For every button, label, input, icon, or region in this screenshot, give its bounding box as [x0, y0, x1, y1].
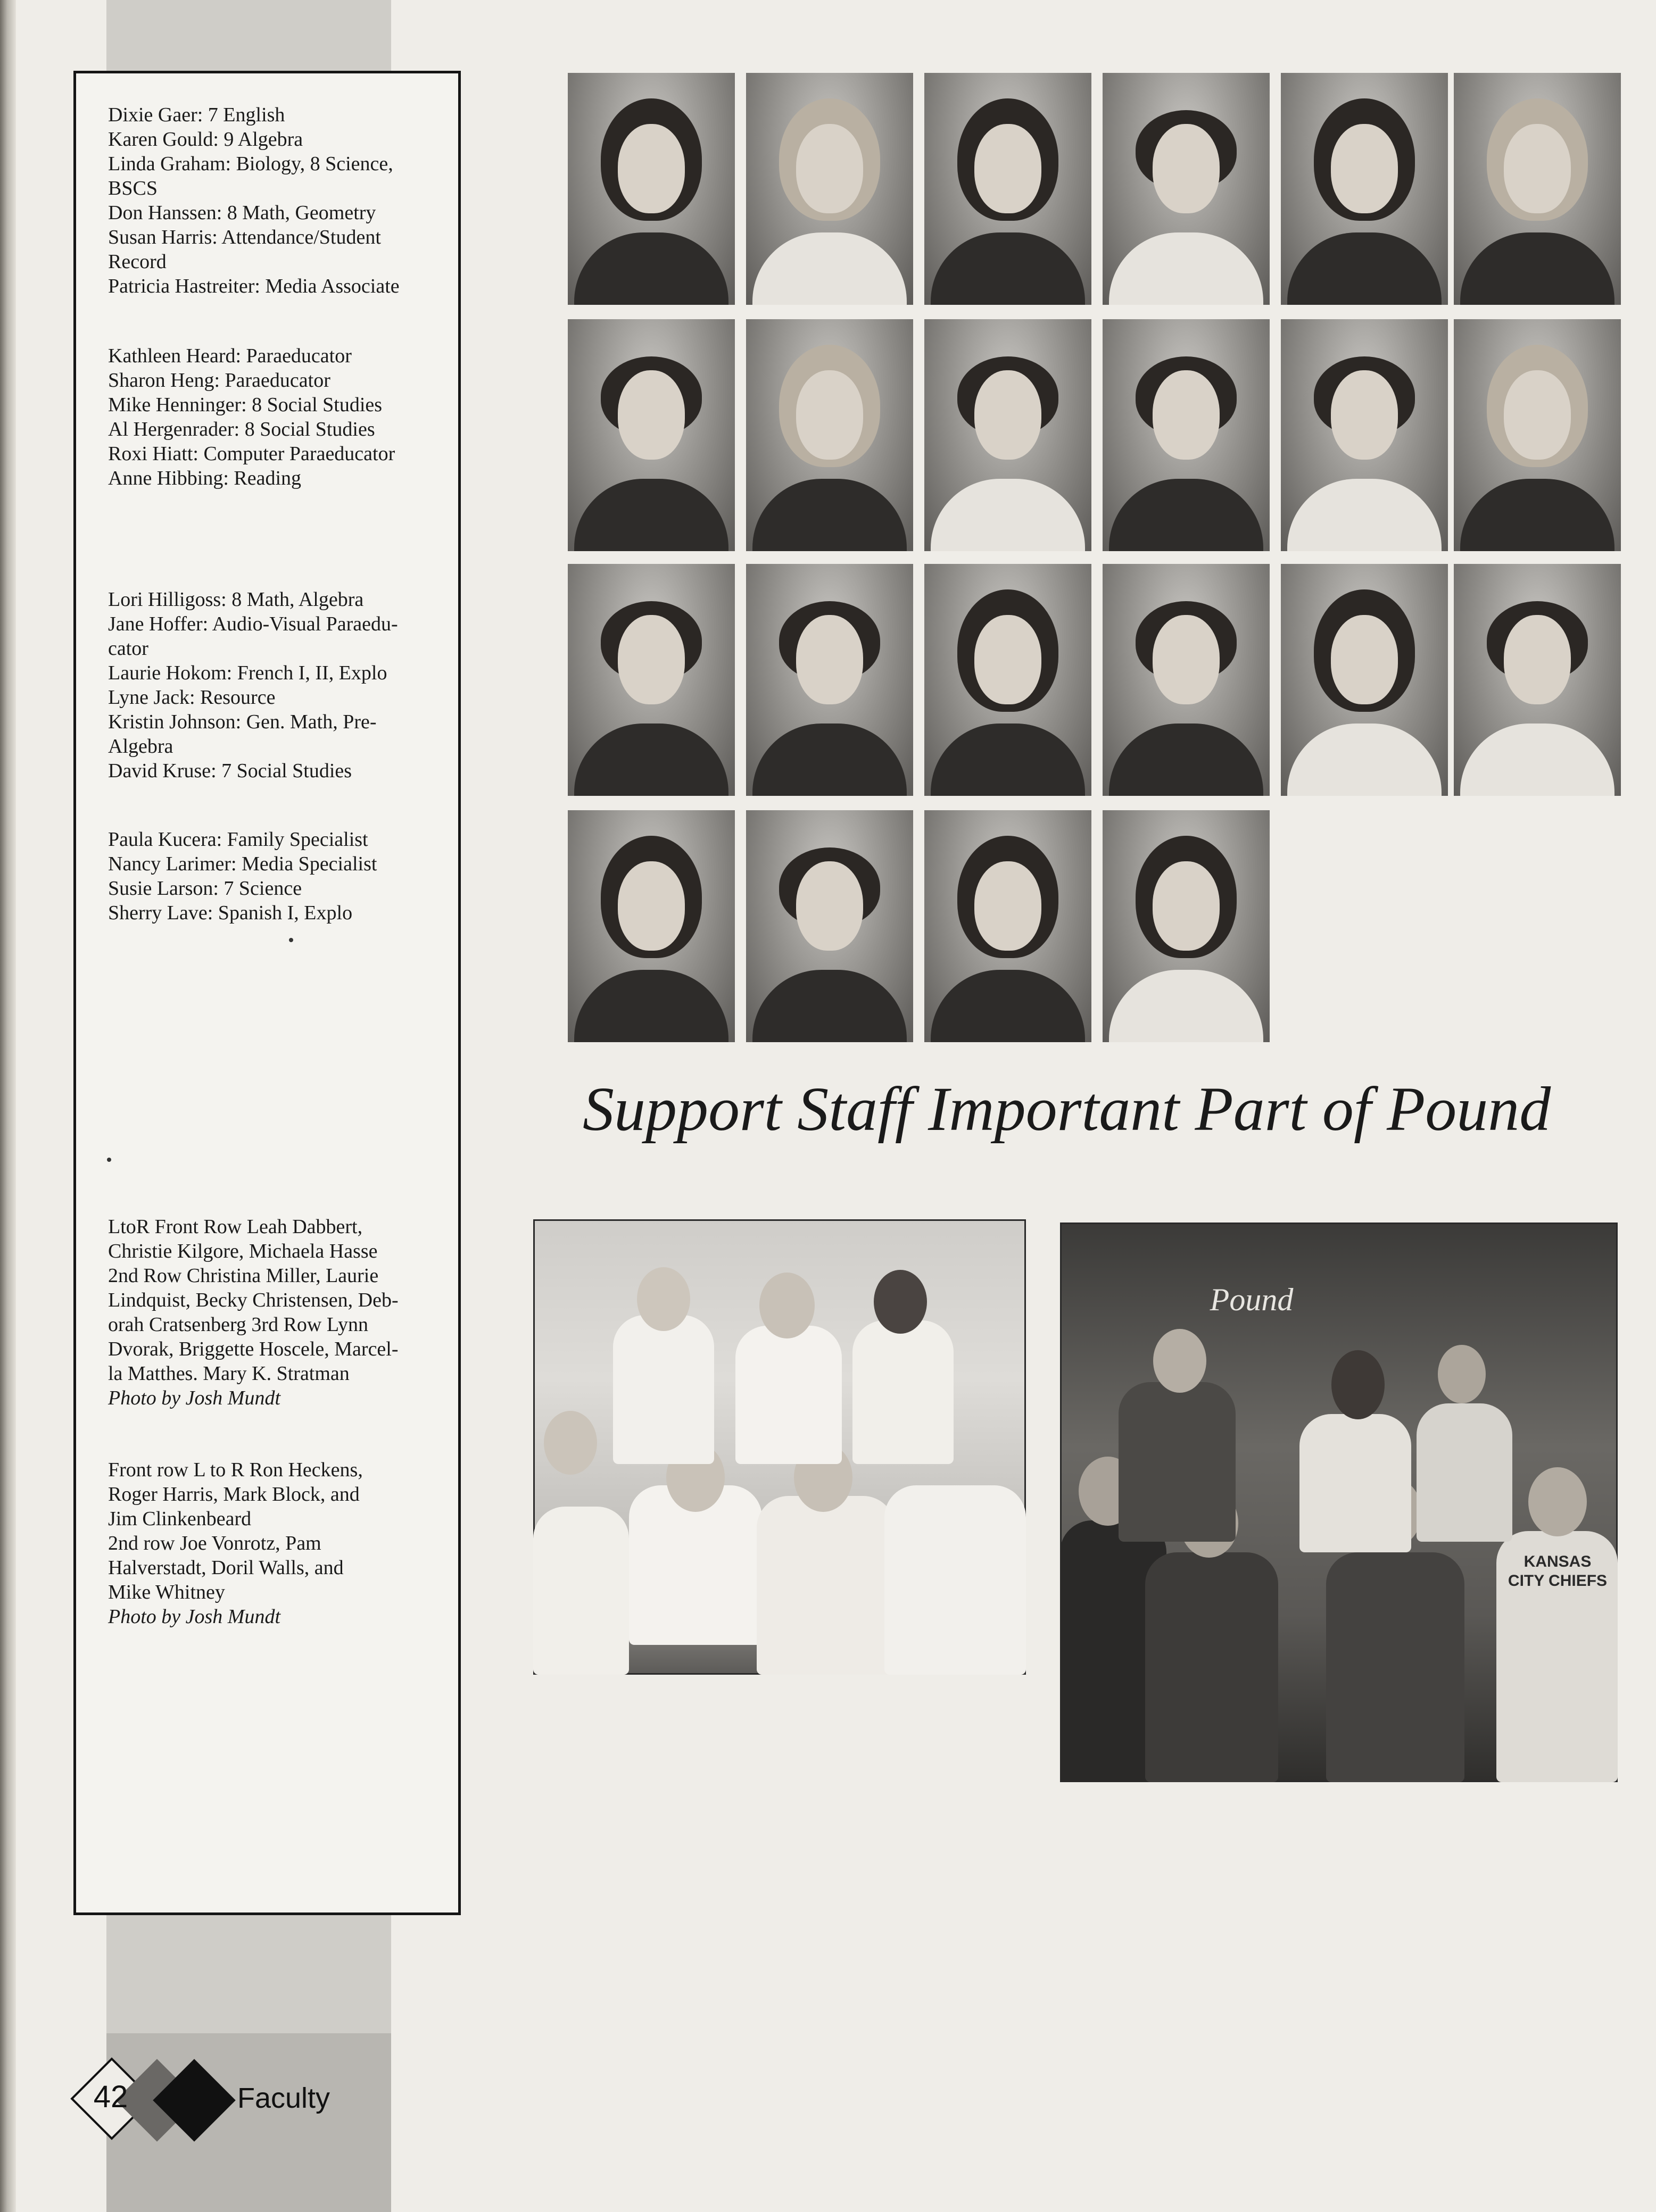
portrait-face: [796, 124, 863, 213]
caption-line: Halverstadt, Doril Walls, and: [108, 1557, 344, 1579]
staff-portrait: [1103, 73, 1270, 305]
caption-line: Roxi Hiatt: Computer Paraeducator: [108, 443, 395, 465]
caption-line: Front row L to R Ron Heckens,: [108, 1459, 363, 1481]
caption-line: BSCS: [108, 177, 158, 199]
photo-person: [1119, 1382, 1236, 1542]
caption-line: 2nd row Joe Vonrotz, Pam: [108, 1532, 321, 1554]
caption-line: Don Hanssen: 8 Math, Geometry: [108, 202, 376, 224]
caption-box: [73, 71, 461, 1915]
caption-group-teachers-g-h: [108, 103, 443, 298]
stray-dot: [107, 1158, 111, 1162]
caption-line: Kathleen Heard: Paraeducator: [108, 345, 352, 367]
caption-line: la Matthes. Mary K. Stratman: [108, 1362, 350, 1385]
portrait-face: [618, 615, 685, 704]
portrait-face: [618, 124, 685, 213]
caption-group-teachers-k-l: [108, 827, 443, 925]
photo-person-head: [637, 1267, 690, 1331]
caption-line: Laurie Hokom: French I, II, Explo: [108, 662, 387, 684]
photo-person-head: [544, 1411, 597, 1475]
photo-credit: Photo by Josh Mundt: [108, 1387, 281, 1409]
caption-line: Dixie Gaer: 7 English: [108, 104, 285, 126]
staff-portrait: [924, 319, 1091, 551]
staff-portrait: [568, 564, 735, 796]
portrait-face: [974, 370, 1041, 460]
photo-credit: Photo by Josh Mundt: [108, 1606, 281, 1628]
portrait-face: [796, 615, 863, 704]
caption-line: orah Cratsenberg 3rd Row Lynn: [108, 1313, 368, 1336]
caption-line: 2nd Row Christina Miller, Laurie: [108, 1265, 379, 1287]
caption-line: Susie Larson: 7 Science: [108, 877, 302, 900]
photo-person: [533, 1507, 629, 1675]
caption-line: Lyne Jack: Resource: [108, 686, 276, 709]
photo-person: [1326, 1552, 1464, 1782]
photo-person: [884, 1485, 1026, 1675]
staff-portrait: [746, 564, 913, 796]
page-binding-edge: [0, 0, 16, 2212]
staff-portrait: [1281, 564, 1448, 796]
staff-portrait: [1454, 73, 1621, 305]
portrait-face: [1331, 370, 1398, 460]
portrait-face: [1504, 615, 1571, 704]
page-headline: Support Staff Important Part of Pound: [583, 1074, 1551, 1144]
caption-line: Paula Kucera: Family Specialist: [108, 828, 368, 851]
caption-line: Jane Hoffer: Audio-Visual Paraedu-: [108, 613, 398, 635]
photo-person: [1145, 1552, 1278, 1782]
portrait-face: [1153, 615, 1220, 704]
custodial-staff-group-photo: [1060, 1223, 1618, 1782]
caption-line: LtoR Front Row Leah Dabbert,: [108, 1216, 363, 1238]
staff-portrait: [924, 73, 1091, 305]
staff-portrait: [568, 73, 735, 305]
school-sign: Pound: [1210, 1282, 1294, 1317]
caption-line: Patricia Hastreiter: Media Associate: [108, 275, 400, 297]
caption-line: Dvorak, Briggette Hoscele, Marcel-: [108, 1338, 399, 1360]
staff-portrait: [1103, 319, 1270, 551]
caption-line: Christie Kilgore, Michaela Hasse: [108, 1240, 378, 1262]
photo-person: [757, 1496, 895, 1675]
portrait-face: [618, 861, 685, 951]
caption-line: Lori Hilligoss: 8 Math, Algebra: [108, 588, 364, 611]
caption-line: Record: [108, 251, 167, 273]
caption-group-teachers-h-k: [108, 587, 443, 783]
staff-portrait: [568, 810, 735, 1042]
portrait-face: [974, 861, 1041, 951]
portrait-face: [796, 370, 863, 460]
photo-person-head: [874, 1270, 927, 1334]
kitchen-staff-group-photo: [533, 1219, 1026, 1675]
photo-person: [735, 1326, 842, 1464]
caption-line: Sherry Lave: Spanish I, Explo: [108, 902, 353, 924]
caption-line: Jim Clinkenbeard: [108, 1508, 252, 1530]
staff-portrait: [568, 319, 735, 551]
portrait-face: [1331, 615, 1398, 704]
photo-person: [613, 1315, 714, 1464]
section-label: Faculty: [237, 2082, 330, 2114]
photo-person: [1417, 1403, 1512, 1542]
caption-group-kitchen-staff: [108, 1215, 443, 1410]
caption-line: Susan Harris: Attendance/Student: [108, 226, 381, 248]
caption-line: Anne Hibbing: Reading: [108, 467, 302, 489]
portrait-face: [1153, 861, 1220, 951]
caption-line: Lindquist, Becky Christensen, Deb-: [108, 1289, 399, 1311]
caption-group-teachers-h: [108, 344, 443, 490]
staff-portrait: [1281, 73, 1448, 305]
photo-person-head: [1438, 1345, 1486, 1403]
caption-line: Algebra: [108, 735, 173, 758]
portrait-face: [1504, 370, 1571, 460]
caption-line: Kristin Johnson: Gen. Math, Pre-: [108, 711, 377, 733]
photo-person: [852, 1320, 954, 1464]
caption-line: Sharon Heng: Paraeducator: [108, 369, 330, 392]
staff-portrait: [924, 564, 1091, 796]
portrait-face: [1504, 124, 1571, 213]
staff-portrait: [746, 810, 913, 1042]
staff-portrait: [924, 810, 1091, 1042]
staff-portrait: [746, 319, 913, 551]
caption-group-custodial-staff: [108, 1458, 443, 1629]
portrait-face: [974, 615, 1041, 704]
caption-line: Roger Harris, Mark Block, and: [108, 1483, 360, 1506]
page-number: 42: [93, 2080, 128, 2114]
staff-portrait: [1281, 319, 1448, 551]
caption-line: Karen Gould: 9 Algebra: [108, 128, 303, 151]
staff-portrait: [746, 73, 913, 305]
portrait-face: [618, 370, 685, 460]
portrait-face: [974, 124, 1041, 213]
staff-portrait: [1454, 564, 1621, 796]
stray-dot: [289, 938, 293, 942]
caption-line: Linda Graham: Biology, 8 Science,: [108, 153, 393, 175]
caption-line: Mike Henninger: 8 Social Studies: [108, 394, 383, 416]
caption-line: cator: [108, 637, 148, 660]
chiefs-shirt-text: KANSAS CITY CHIEFS: [1508, 1553, 1608, 1590]
caption-line: Nancy Larimer: Media Specialist: [108, 853, 377, 875]
portrait-face: [1153, 124, 1220, 213]
caption-line: Al Hergenrader: 8 Social Studies: [108, 418, 375, 440]
portrait-face: [1331, 124, 1398, 213]
photo-person-head: [1528, 1467, 1587, 1536]
photo-person-head: [1331, 1350, 1385, 1419]
caption-line: David Kruse: 7 Social Studies: [108, 760, 352, 782]
photo-person: [1299, 1414, 1411, 1552]
staff-portrait: [1103, 564, 1270, 796]
staff-portrait: [1454, 319, 1621, 551]
photo-person-head: [1153, 1329, 1206, 1393]
caption-line: Mike Whitney: [108, 1581, 225, 1603]
staff-portrait: [1103, 810, 1270, 1042]
portrait-face: [1153, 370, 1220, 460]
portrait-face: [796, 861, 863, 951]
photo-person-head: [759, 1273, 815, 1338]
